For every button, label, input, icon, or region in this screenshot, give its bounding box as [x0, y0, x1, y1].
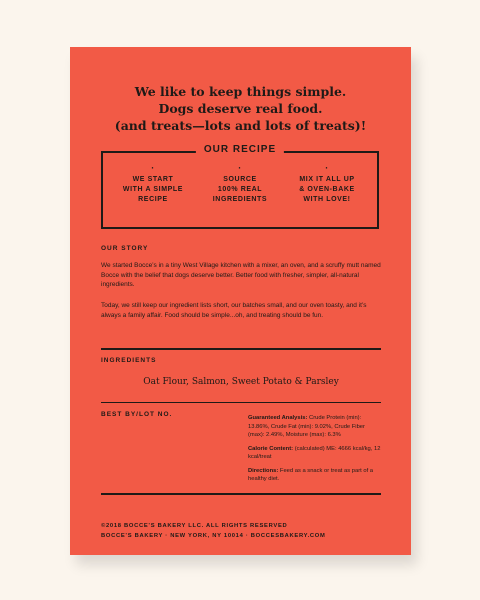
headline-line-2: Dogs deserve real food. [158, 101, 323, 116]
ingredients-list: Oat Flour, Salmon, Sweet Potato & Parsley [143, 377, 339, 387]
calorie-content-label: Calorie Content: [248, 445, 294, 452]
step-dot-icon: · [325, 163, 329, 173]
guaranteed-analysis-text: Crude Protein (min): 13.86%, Crude Fat (min): 9.02%, Crude Fiber (max): 2.49%, Moisture (max): 6.3% [248, 415, 365, 438]
nutrition-analysis [248, 414, 382, 489]
story-label: OUR STORY [101, 245, 149, 252]
divider [101, 348, 381, 350]
step-1-line-1: WE START [132, 176, 174, 183]
divider [101, 493, 381, 495]
directions-label: Directions: [248, 467, 279, 474]
best-by-lot-label: BEST BY/LOT NO. [101, 411, 173, 418]
ingredients-label: INGREDIENTS [101, 357, 157, 364]
guaranteed-analysis [248, 414, 382, 440]
step-dot-icon: · [151, 163, 155, 173]
directions-text: Feed as a snack or treat as part of a healthy diet. [248, 467, 374, 482]
recipe-box [101, 144, 379, 229]
story-paragraph-1: We started Bocce’s in a tiny West Village kitchen with a mixer, an oven, and a scruffy mutt named Bocce with the belief that dogs deserve better. Better food with fresher, simpler, all-natural ingredients. [101, 262, 381, 288]
step-1-line-3: RECIPE [138, 196, 168, 203]
recipe-step-3 [287, 163, 367, 205]
headline-line-1: We like to keep things simple. [134, 84, 347, 99]
step-3-line-1: MIX IT ALL UP [299, 176, 355, 183]
directions [248, 467, 382, 484]
story-paragraph-2: Today, we still keep our ingredient lists short, our batches small, and our oven toasty, and it’s always a family affair. Food should be simple...oh, and treating should be fun. [101, 302, 367, 319]
headline [70, 83, 411, 134]
calorie-content-text: (calculated) ME: 4666 kcal/kg, 12 kcal/treat [248, 445, 381, 460]
divider [101, 402, 381, 403]
step-2-line-1: SOURCE [223, 176, 257, 183]
company-address-line: BOCCE’S BAKERY · NEW YORK, NY 10014 · BOCCESBAKERY.COM [101, 533, 326, 539]
calorie-content [248, 445, 382, 462]
headline-line-3: (and treats—lots and lots of treats)! [114, 118, 367, 133]
guaranteed-analysis-label: Guaranteed Analysis: [248, 415, 308, 421]
step-dot-icon: · [238, 163, 242, 173]
copyright-line: ©2018 BOCCE’S BAKERY LLC. ALL RIGHTS RESERVED [101, 523, 288, 529]
treat-bag-back [70, 47, 411, 555]
recipe-title: OUR RECIPE [196, 144, 284, 155]
recipe-step-1 [113, 163, 193, 205]
step-1-line-2: WITH A SIMPLE [122, 186, 184, 193]
step-2-line-2: 100% REAL [217, 186, 263, 193]
step-2-line-3: INGREDIENTS [212, 196, 268, 203]
step-3-line-2: & OVEN-BAKE [299, 186, 355, 193]
recipe-step-2 [200, 163, 280, 205]
step-3-line-3: WITH LOVE! [303, 196, 351, 203]
